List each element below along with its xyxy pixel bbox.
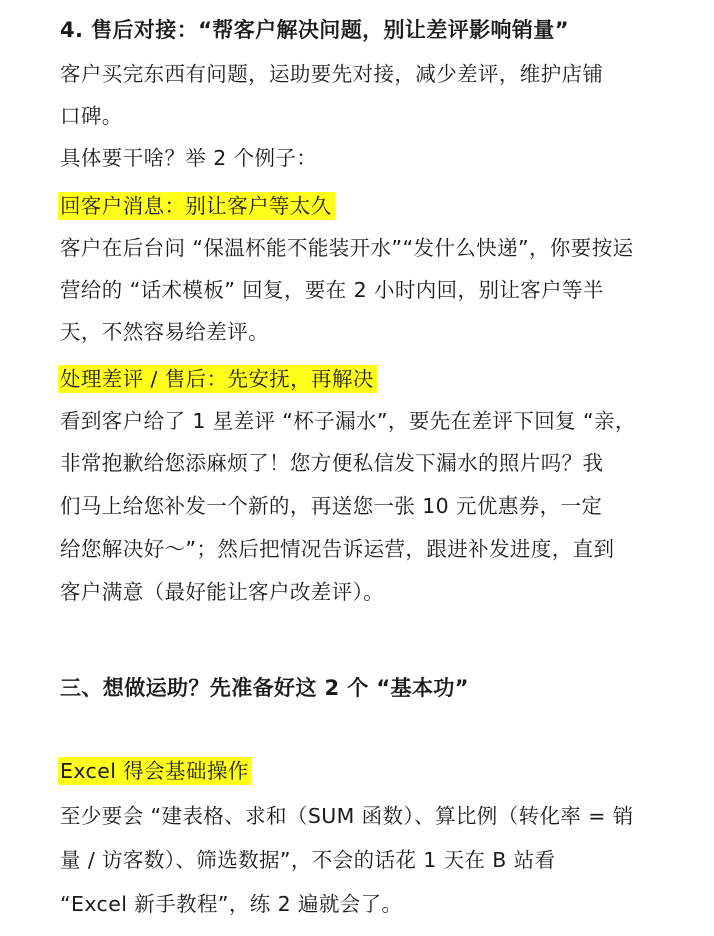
example-2-title-row: [60, 364, 377, 394]
example-1-line-3: 天，不然容易给差评。: [60, 320, 269, 344]
example-2-line-3: 们马上给您补发一个新的，再送您一张 10 元优惠券，一定: [60, 494, 603, 518]
example-1-title-row: [60, 191, 335, 221]
section-4-heading: 4. 售后对接：“帮客户解决问题，别让差评影响销量”: [60, 18, 569, 42]
example-2-line-5: 客户满意（最好能让客户改差评）。: [60, 580, 385, 604]
section-4-intro-line-2: 口碑。: [60, 104, 123, 128]
section-3-heading: 三、想做运助？先准备好这 2 个 “基本功”: [60, 676, 469, 700]
skill-1-line-3: “Excel 新手教程”，练 2 遍就会了。: [60, 892, 403, 916]
example-1-line-1: 客户在后台问 “保温杯能不能装开水”“发什么快递”，你要按运: [60, 236, 634, 260]
example-2-line-4: 给您解决好～”；然后把情况告诉运营，跟进补发进度，直到: [60, 537, 615, 561]
skill-1-highlighted-title: Excel 得会基础操作: [58, 757, 252, 785]
example-2-highlighted-title: 处理差评 / 售后：先安抚，再解决: [58, 365, 377, 393]
example-1-line-2: 营给的 “话术模板” 回复，要在 2 小时内回，别让客户等半: [60, 278, 604, 302]
examples-intro: 具体要干啥？举 2 个例子：: [60, 146, 318, 170]
example-2-line-1: 看到客户给了 1 星差评 “杯子漏水”，要先在差评下回复 “亲，: [60, 409, 636, 433]
skill-1-title-row: [60, 756, 252, 786]
section-4-intro-line-1: 客户买完东西有问题，运助要先对接，减少差评，维护店铺: [60, 62, 604, 86]
example-1-highlighted-title: 回客户消息：别让客户等太久: [58, 192, 335, 220]
skill-1-line-2: 量 / 访客数）、筛选数据”，不会的话花 1 天在 B 站看: [60, 848, 556, 872]
example-2-line-2: 非常抱歉给您添麻烦了！您方便私信发下漏水的照片吗？我: [60, 451, 604, 475]
skill-1-line-1: 至少要会 “建表格、求和（SUM 函数）、算比例（转化率 = 销: [60, 804, 634, 828]
